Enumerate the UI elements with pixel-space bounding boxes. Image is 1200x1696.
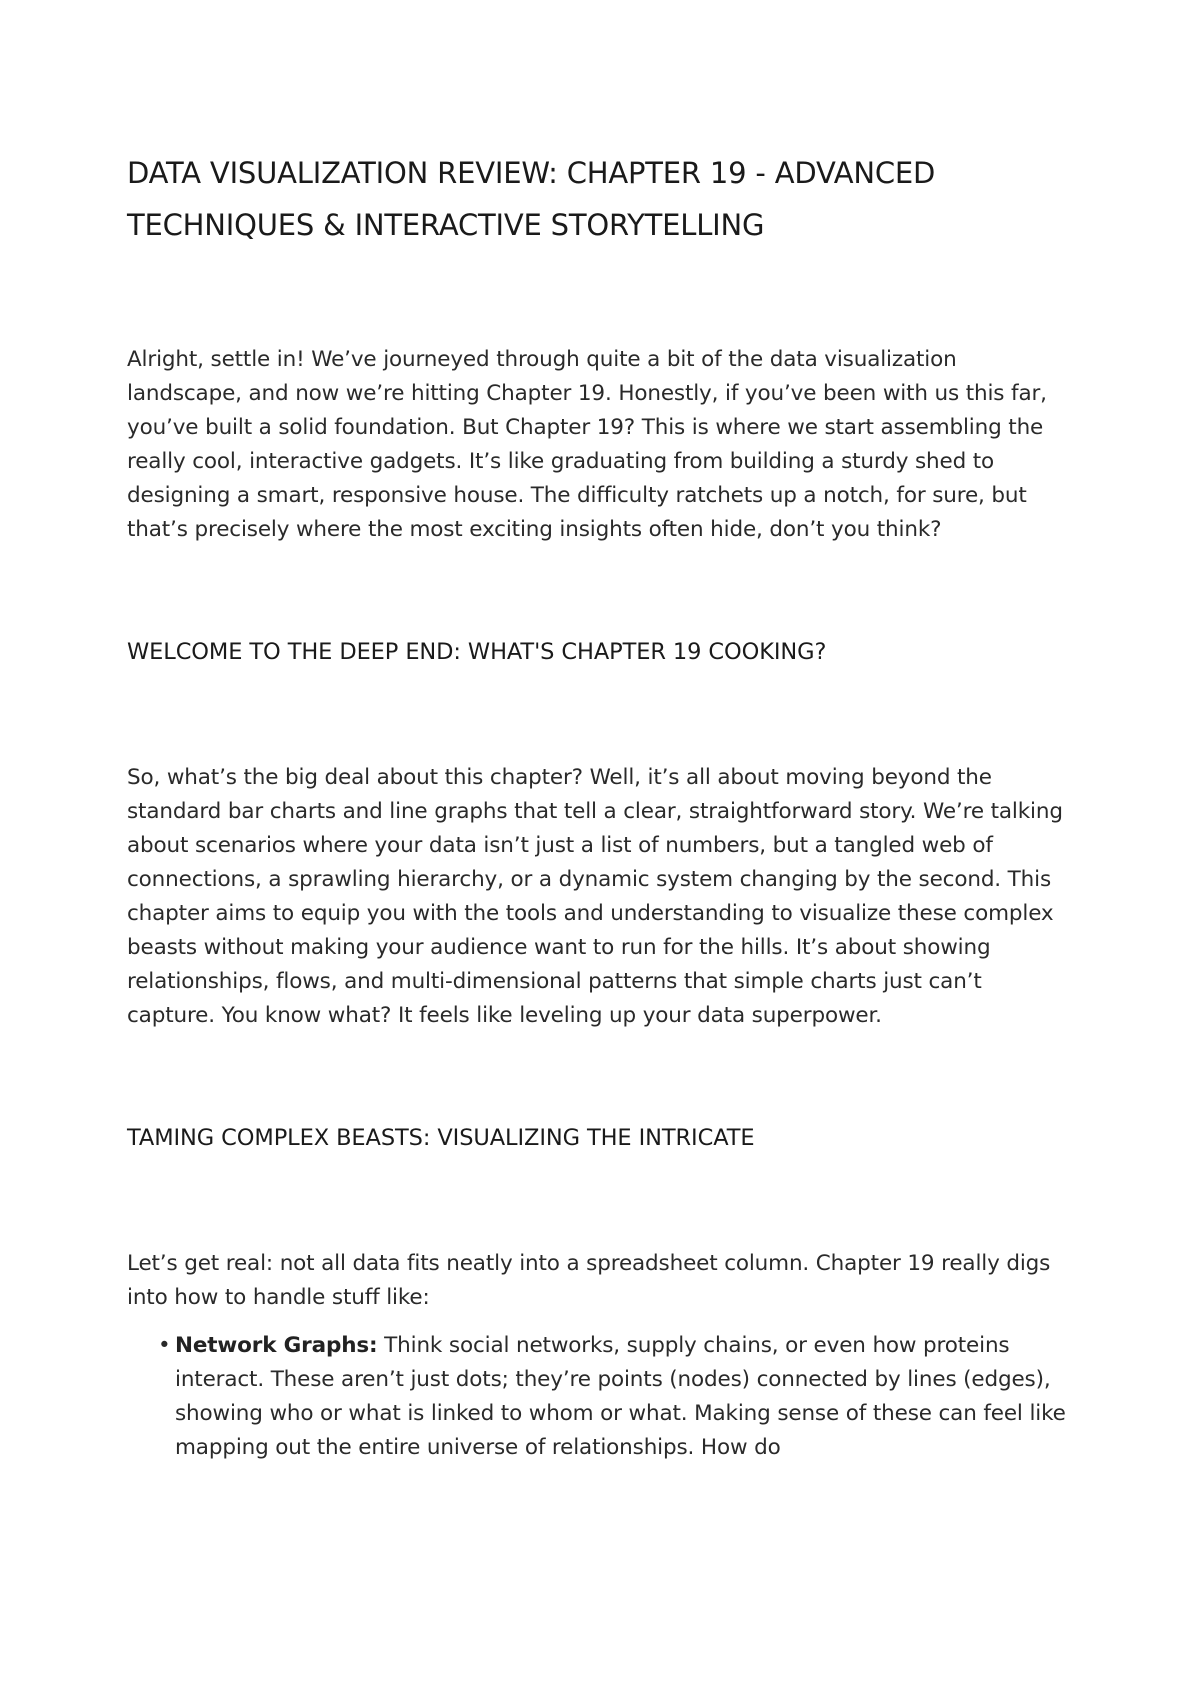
intro-paragraph: Alright, settle in! We’ve journeyed through quite a bit of the data visualization landscape, and now we’re hitting Chapter 19. Honestly, if you’ve been with us this far, you’ve built a solid foundation. But Chapter 19? This is where we start assembling the really cool, interactive gadgets. It’s like graduating from building a sturdy shed to designing a smart, responsive house. The difficulty ratchets up a notch, for sure, but that’s precisely where the most exciting insights often hide, don’t you think?	[127, 347, 1047, 542]
bullet-term: Network Graphs:	[175, 1333, 378, 1358]
section-body-taming: Let’s get real: not all data fits neatly into a spreadsheet column. Chapter 19 really digs into how to handle stuff like:	[127, 1251, 1051, 1310]
bullet-list	[127, 1329, 1073, 1465]
section-heading-welcome: WELCOME TO THE DEEP END: WHAT'S CHAPTER 19 COOKING?	[127, 639, 827, 665]
section-body-welcome: So, what’s the big deal about this chapter? Well, it’s all about moving beyond the standard bar charts and line graphs that tell a clear, straightforward story. We’re talking about scenarios where your data isn’t just a list of numbers, but a tangled web of connections, a sprawling hierarchy, or a dynamic system changing by the second. This chapter aims to equip you with the tools and understanding to visualize these complex beasts without making your audience want to run for the hills. It’s about showing relationships, flows, and multi-dimensional patterns that simple charts just can’t capture. You know what? It feels like leveling up your data superpower.	[127, 765, 1063, 1028]
list-item	[158, 1329, 1073, 1465]
bullet-text: Think social networks, supply chains, or even how proteins interact. These aren’t just dots; they’re points (nodes) connected by lines (edges), showing who or what is linked to whom or what. Making sense of these can feel like mapping out the entire universe of relationships. How do	[175, 1333, 1066, 1460]
section-heading-taming: TAMING COMPLEX BEASTS: VISUALIZING THE INTRICATE	[127, 1125, 755, 1151]
document-title: DATA VISUALIZATION REVIEW: CHAPTER 19 - ADVANCED TECHNIQUES & INTERACTIVE STORYTELLING	[127, 156, 936, 242]
bullet-marker: •	[158, 1333, 171, 1358]
